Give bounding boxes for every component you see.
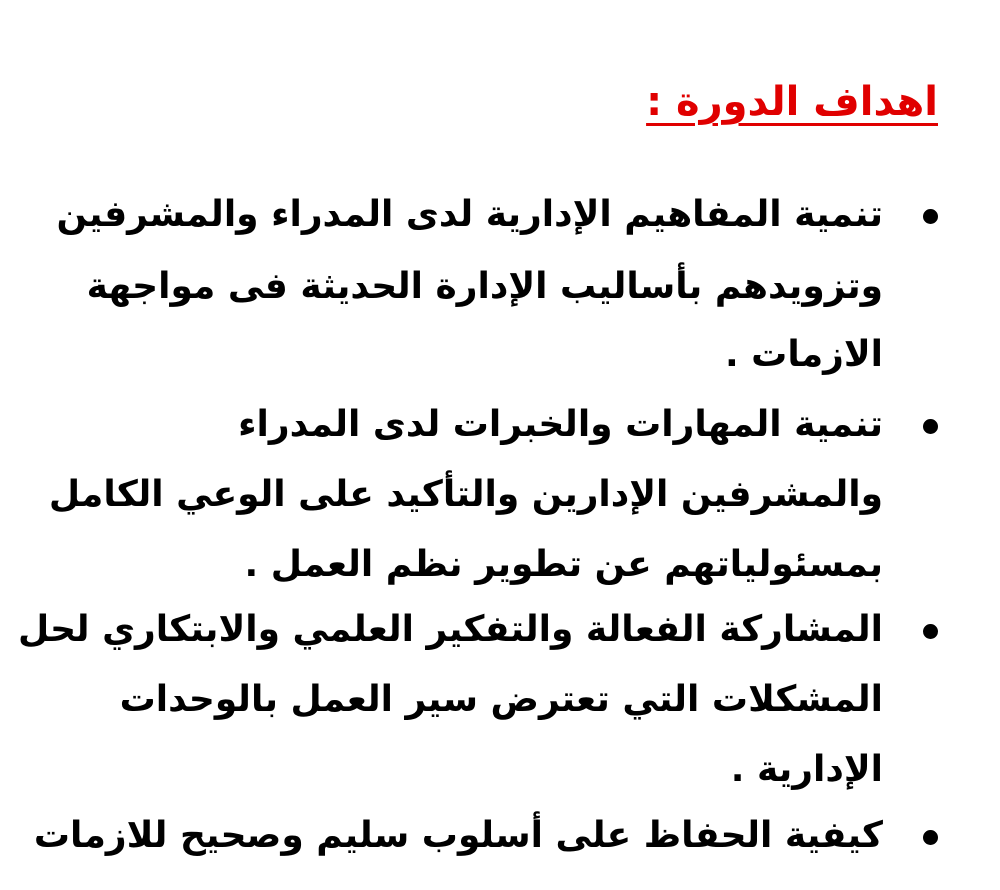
goal-line: الازمات . (724, 334, 883, 375)
goal-line: المشكلات التي تعترض سير العمل بالوحدات (119, 679, 883, 720)
goal-line: بمسئولياتهم عن تطوير نظم العمل . (244, 544, 883, 585)
goal-line: تنمية المفاهيم الإدارية لدى المدراء والمشرفين (56, 194, 883, 235)
goal-line: والمشرفين الإدارين والتأكيد على الوعي الكامل (48, 474, 883, 515)
goal-line: كيفية الحفاظ على أسلوب سليم وصحيح للازمات (33, 815, 883, 856)
bullet-icon (923, 209, 938, 224)
bullet-icon (923, 830, 938, 845)
page-title: اهداف الدورة : (646, 79, 938, 125)
bullet-icon (923, 419, 938, 434)
goal-line: وتزويدهم بأساليب الإدارة الحديثة فى مواجهة (86, 266, 883, 307)
goal-line: تنمية المهارات والخبرات لدى المدراء (238, 404, 883, 445)
goal-line: الإدارية . (730, 749, 883, 790)
bullet-icon (923, 624, 938, 639)
goal-line: المشاركة الفعالة والتفكير العلمي والابتكاري لحل (17, 609, 883, 650)
